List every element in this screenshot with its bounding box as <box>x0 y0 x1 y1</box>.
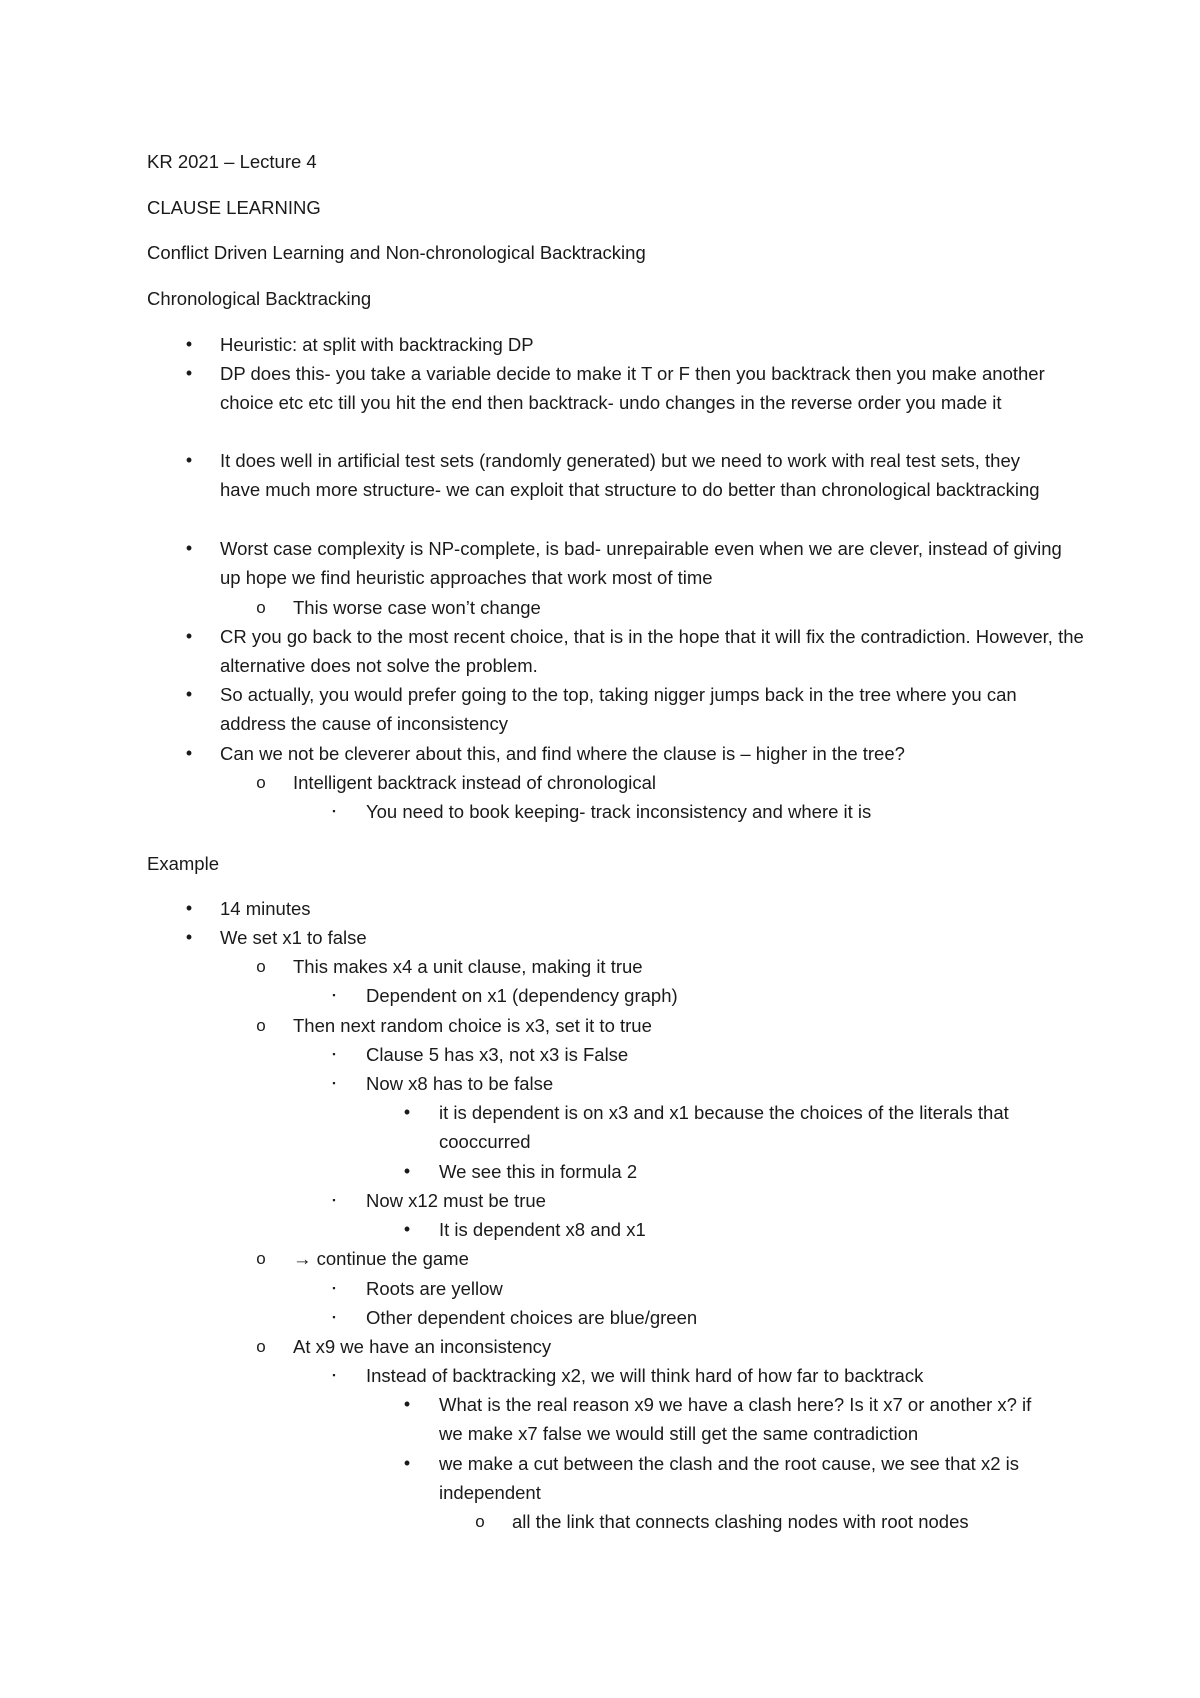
list-item-text: Dependent on x1 (dependency graph) <box>366 985 678 1006</box>
list-item-text: it is dependent is on x3 and x1 because the choices of the literals that cooccurred <box>439 1102 1009 1152</box>
circle-marker: o <box>256 598 266 617</box>
list-item <box>403 1449 1059 1507</box>
bullet-marker: • <box>185 898 193 918</box>
square-marker: ▪ <box>332 990 336 1000</box>
list-item-text: Intelligent backtrack instead of chronological <box>293 772 657 793</box>
list-item-text: DP does this- you take a variable decide to make it T or F then you backtrack then you make another choice etc etc till you hit the end then backtrack- undo changes in the reverse order you made it <box>220 363 1045 413</box>
list-item-text: Then next random choice is x3, set it to true <box>293 1015 652 1036</box>
list-item-text: What is the real reason x9 we have a clash here? Is it x7 or another x? if we make x7 false we would still get the same contradiction <box>439 1394 1032 1444</box>
bullet-marker: • <box>185 684 193 704</box>
list-item-text: We set x1 to false <box>220 927 367 948</box>
list-item <box>403 1390 1059 1448</box>
list-item <box>332 797 1106 826</box>
bullet-marker: • <box>185 538 193 558</box>
list-item-text: Heuristic: at split with backtracking DP <box>220 334 534 355</box>
circle-marker: o <box>256 1249 266 1268</box>
list-item <box>185 534 1080 592</box>
list-item-text: we make a cut between the clash and the root cause, we see that x2 is independent <box>439 1453 1020 1503</box>
bullet-marker: • <box>403 1102 411 1122</box>
square-marker: ▪ <box>332 1312 336 1322</box>
circle-marker: o <box>475 1512 485 1531</box>
list-item <box>256 1244 1093 1273</box>
section-heading-example: Example <box>147 853 219 874</box>
circle-marker: o <box>256 957 266 976</box>
list-item <box>332 1274 1106 1303</box>
bullet-marker: • <box>403 1161 411 1181</box>
list-item-text: Roots are yellow <box>366 1278 503 1299</box>
list-item <box>403 1098 1059 1156</box>
list-item <box>332 1069 1106 1098</box>
list-item <box>256 1011 1093 1040</box>
list-item <box>185 330 1090 359</box>
list-item <box>185 923 1090 952</box>
list-item-text: We see this in formula 2 <box>439 1161 638 1182</box>
list-item <box>256 593 1093 622</box>
list-item <box>185 680 1070 738</box>
document-title: KR 2021 – Lecture 4 <box>147 151 317 172</box>
square-marker: ▪ <box>332 1049 336 1059</box>
circle-marker: o <box>256 1016 266 1035</box>
circle-marker: o <box>256 773 266 792</box>
list-item-text: Now x12 must be true <box>366 1190 546 1211</box>
list-item-text: You need to book keeping- track inconsistency and where it is <box>366 801 872 822</box>
square-marker: ▪ <box>332 1370 336 1380</box>
list-item <box>256 952 1093 981</box>
bullet-marker: • <box>185 334 193 354</box>
list-item-text: all the link that connects clashing nodes with root nodes <box>512 1511 969 1532</box>
list-item-text: Clause 5 has x3, not x3 is False <box>366 1044 629 1065</box>
list-item <box>256 1332 1093 1361</box>
bullet-marker: • <box>403 1394 411 1414</box>
list-item-text: Instead of backtracking x2, we will think hard of how far to backtrack <box>366 1365 924 1386</box>
list-item-text: So actually, you would prefer going to the top, taking nigger jumps back in the tree where you can address the cause of inconsistency <box>220 684 1017 734</box>
list-item <box>332 1361 1106 1390</box>
bullet-marker: • <box>185 927 193 947</box>
circle-marker: o <box>256 1337 266 1356</box>
list-item <box>475 1507 1092 1536</box>
bullet-marker: • <box>185 626 193 646</box>
bullet-marker: • <box>185 743 193 763</box>
list-item <box>403 1157 1089 1186</box>
square-marker: ▪ <box>332 1283 336 1293</box>
square-marker: ▪ <box>332 806 336 816</box>
section-heading-chronological: Chronological Backtracking <box>147 288 372 309</box>
bullet-marker: • <box>403 1453 411 1473</box>
list-item-text: 14 minutes <box>220 898 311 919</box>
list-item-text: It is dependent x8 and x1 <box>439 1219 646 1240</box>
list-item <box>185 622 1090 680</box>
list-item-text: At x9 we have an inconsistency <box>293 1336 552 1357</box>
bullet-marker: • <box>185 450 193 470</box>
list-item <box>332 1303 1106 1332</box>
list-item-text: It does well in artificial test sets (randomly generated) but we need to work with real test sets, they have much more structure- we can exploit that structure to do better than chronological backtracking <box>220 450 1040 500</box>
square-marker: ▪ <box>332 1195 336 1205</box>
list-item <box>185 446 1065 504</box>
list-item <box>332 981 1106 1010</box>
list-item-text: This makes x4 a unit clause, making it true <box>293 956 643 977</box>
list-item-text: This worse case won’t change <box>293 597 541 618</box>
list-item-text: CR you go back to the most recent choice, that is in the hope that it will fix the contradiction. However, the alternative does not solve the problem. <box>220 626 1084 676</box>
list-item <box>403 1215 1089 1244</box>
square-marker: ▪ <box>332 1078 336 1088</box>
list-item <box>185 359 1070 417</box>
document-subheading: Conflict Driven Learning and Non-chronological Backtracking <box>147 242 646 263</box>
list-item-text: → continue the game <box>293 1248 469 1269</box>
list-item <box>332 1040 1106 1069</box>
list-item <box>185 739 1090 768</box>
list-item-text: Worst case complexity is NP-complete, is bad- unrepairable even when we are clever, instead of giving up hope we find heuristic approaches that work most of time <box>220 538 1062 588</box>
list-item <box>185 894 1090 923</box>
list-item-text: Now x8 has to be false <box>366 1073 554 1094</box>
bullet-marker: • <box>185 363 193 383</box>
bullet-marker: • <box>403 1219 411 1239</box>
list-item-text: Can we not be cleverer about this, and find where the clause is – higher in the tree? <box>220 743 905 764</box>
list-item <box>332 1186 1106 1215</box>
list-item <box>256 768 1093 797</box>
document-heading: CLAUSE LEARNING <box>147 197 321 218</box>
list-item-text: Other dependent choices are blue/green <box>366 1307 698 1328</box>
